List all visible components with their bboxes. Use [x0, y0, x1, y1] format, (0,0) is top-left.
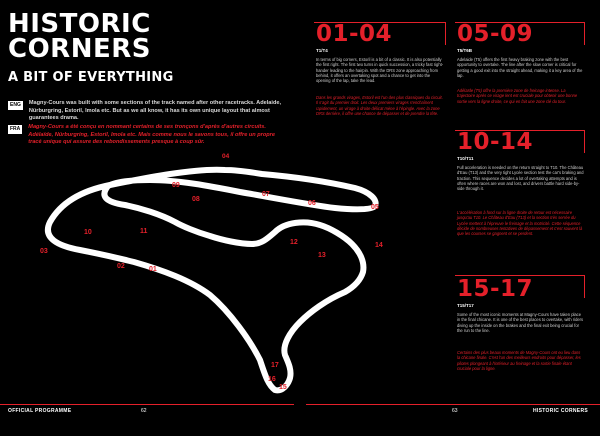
turn-02: 02: [117, 263, 125, 270]
section-fr-01-04: Dans les grands virages, Estoril est l'un des plus classiques du circuit. Il s'agit du premier droit. Les deux premiers virages s'enchaînent rapidement, un virage à droite délicat mène à l'épingle. Avec la zone DRS derrière, il offre une chance de dépasser et de prendre la tête.: [316, 95, 443, 116]
turn-05: 05: [371, 204, 379, 211]
section-number-05-09: 05-09: [457, 21, 534, 47]
turn-15: 15: [279, 384, 287, 391]
turn-06: 06: [308, 200, 316, 207]
turn-09: 09: [172, 182, 180, 189]
section-corners-10-14: T10/T11: [457, 156, 474, 161]
turn-10: 10: [84, 229, 92, 236]
section-corners-01-04: T1/T4: [316, 48, 328, 53]
turn-11: 11: [140, 228, 148, 235]
eng-tag: ENG: [10, 102, 21, 108]
footer-rule-right: [306, 404, 600, 405]
section-fr-15-17: Certains des plus beaux moments de Magny-Cours ont eu lieu dans la chicane finale. C'est l'un des meilleurs endroits pour dépasser, les pilotes plongeant à l'intérieur au freinage et la sortie finale étant cruciale pour la ligne.: [457, 350, 581, 371]
section-fr-10-14: L'accélération à fond sur la ligne droite de retour est nécessaire jusqu'au T10. Le Château d'Eau (T13) et la section très serrée du Lycée mettent à l'épreuve le freinage et la motricité. Cette séquence décide de nombreuses tentatives de dépassement et c'est souvent là que les courses se gagnent et se perdent.: [457, 210, 583, 237]
section-number-15-17: 15-17: [457, 276, 534, 302]
title-line-1: HISTORIC: [8, 9, 151, 39]
turn-01: 01: [149, 266, 157, 273]
section-en-05-09: Adelaide (T5) offers the first heavy braking zone with the best opportunity to overtake. The line after the slow corner is critical for getting a good exit into the straight ahead, making it a key area of the lap.: [457, 57, 583, 78]
subtitle: A BIT OF EVERYTHING: [8, 70, 174, 85]
section-number-10-14: 10-14: [457, 129, 534, 155]
page-number-right: 63: [452, 408, 458, 414]
section-en-01-04: In terms of big corners, Estoril is a bit of a classic. It is also potentially the first right. The first two turns in quick succession, a tricky fast right-hander leading to the hairpin. With the DRS zone approaching from behind, it offers an overtaking spot and a chance to get into the opening of the lap, take the lead.: [316, 57, 444, 84]
footer-left-label: OFFICIAL PROGRAMME: [8, 408, 72, 414]
turn-12: 12: [290, 239, 298, 246]
turn-14: 14: [375, 242, 383, 249]
footer-right-label: HISTORIC CORNERS: [533, 408, 588, 414]
turn-07: 07: [262, 191, 270, 198]
section-corners-15-17: T15/T17: [457, 303, 474, 308]
section-number-01-04: 01-04: [316, 21, 393, 47]
turn-17: 17: [271, 362, 279, 369]
title-line-2: CORNERS: [8, 34, 151, 64]
footer-rule-left: [0, 404, 294, 405]
track-outline: [48, 170, 376, 391]
fra-tag: FRA: [10, 126, 21, 132]
turn-08: 08: [192, 196, 200, 203]
turn-04: 04: [222, 153, 230, 160]
section-corners-05-09: T5/T6B: [457, 48, 473, 53]
section-en-10-14: Full acceleration is needed on the return straight to T10. The Château d'Eau (T13) and the very tight Lycée section test the car's braking and traction. This sequence decides a lot of overtaking attempts and is often where races are won and lost, and drivers battle hard side-by-side through it.: [457, 165, 584, 192]
page-number-left: 62: [141, 408, 147, 414]
section-fr-05-09: Adélaïde (T5) offre la première zone de freinage intense. La trajectoire après ce virage lent est cruciale pour obtenir une bonne sortie vers la ligne droite, ce qui en fait une zone clé du tour.: [457, 88, 578, 104]
intro-fra-text: Magny-Cours a été conçu en nommant certains de ses tronçons d'après d'autres circuits. Adélaïde, Nürburgring, Estoril, Imola etc. Mais comme nous le savons tous, il offre un propre tracé unique qui assure des rebondissements presque à coup sûr.: [28, 124, 275, 146]
section-en-15-17: Some of the most iconic moments at Magny-Cours have taken place in the final chicane. It is one of the best places to overtake, with riders diving up the inside on the brakes and the final exit being crucial for the run to the line.: [457, 312, 584, 333]
turn-16: 16: [268, 376, 276, 383]
intro-eng-text: Magny-Cours was built with some sections of the track named after other racetracks. Adelaide, Nürburgring, Estoril, Imola etc. But as we all know, it has its own unique layout that almost guarantees drama.: [28, 100, 282, 122]
turn-13: 13: [318, 252, 326, 259]
turn-03: 03: [40, 248, 48, 255]
